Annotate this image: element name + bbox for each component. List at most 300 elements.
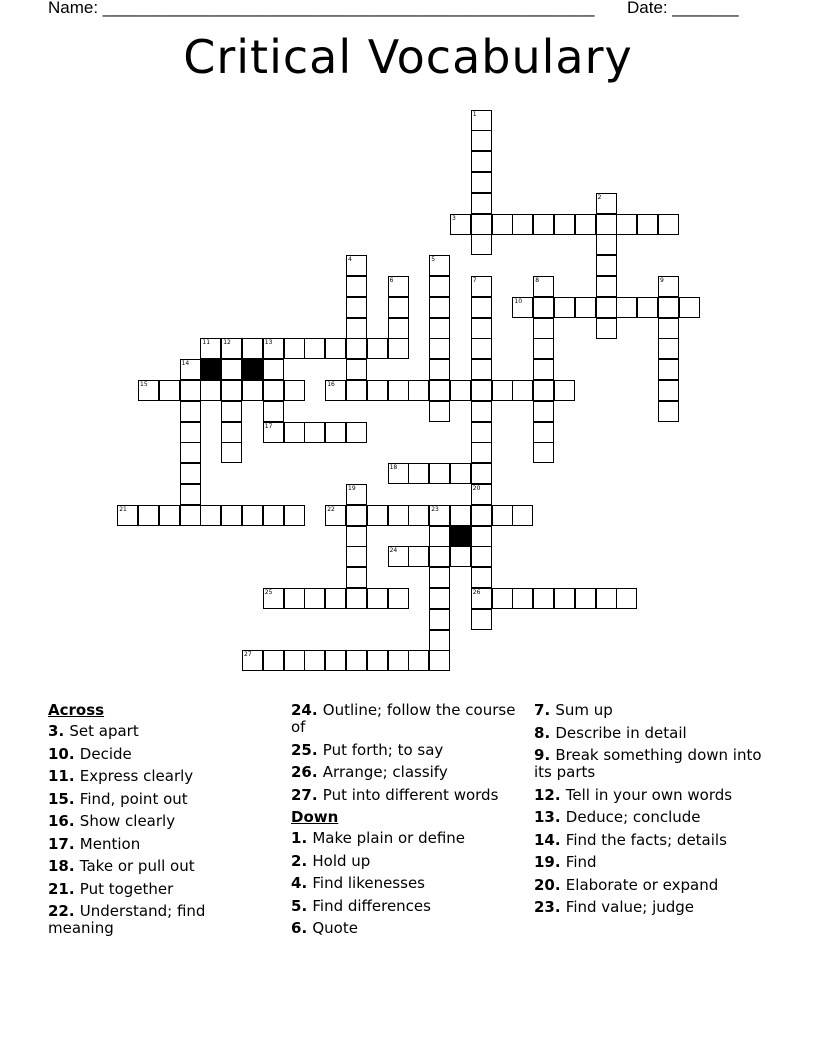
clue-number: 7 [472,276,477,284]
grid-cell[interactable] [221,338,242,359]
grid-cell[interactable] [575,297,596,318]
grid-cell[interactable] [658,338,679,359]
grid-cell[interactable] [408,546,429,567]
across-heading: Across [48,701,105,719]
grid-cell[interactable] [180,359,201,380]
clue-text: Sum up [555,701,613,719]
grid-cell[interactable] [263,422,284,443]
clue-text: Find [565,853,597,871]
grid-cell[interactable] [346,546,367,567]
grid-cell[interactable] [637,214,658,235]
clue-text: Break something down into its parts [534,746,762,781]
grid-cell[interactable] [429,318,450,339]
grid-cell[interactable] [304,650,325,671]
clue-number: 27 [244,651,252,659]
clue-num: 1 [291,829,302,847]
across-clue: 27. Put into different words [291,785,499,804]
clue-text: Elaborate or expand [565,875,719,894]
clue-text: Arrange; classify [322,763,448,781]
grid-cell[interactable] [471,401,492,422]
grid-cell[interactable] [471,297,492,318]
grid-cell[interactable] [450,380,471,401]
name-line: Name: ____________________________________________________ [48,0,595,17]
grid-cell[interactable] [616,297,637,318]
grid-cell[interactable] [180,422,201,443]
across-clue: 26. Arrange; classify [291,763,448,781]
clue-text: Put together [79,879,174,898]
clue-text: Set apart [69,722,139,740]
grid-cell[interactable] [180,463,201,484]
clue-num: 22 [48,902,69,920]
grid-cell[interactable] [471,193,492,214]
grid-cell[interactable] [221,422,242,443]
grid-cell[interactable] [450,505,471,526]
clue-text: Find the facts; details [565,830,727,849]
grid-cell[interactable] [658,401,679,422]
grid-cell[interactable] [429,255,450,276]
grid-cell[interactable] [388,380,409,401]
grid-cell[interactable] [263,505,284,526]
clue-num: 11 [48,767,69,785]
grid-cell[interactable] [367,505,388,526]
grid-cell[interactable] [221,359,242,380]
grid-cell[interactable] [284,338,305,359]
clue-text: Take or pull out [79,857,195,875]
down-clue: 7. Sum up [534,701,613,719]
grid-cell[interactable] [658,276,679,297]
clue-number: 10 [514,297,523,305]
clue-num: 7 [534,701,545,719]
grid-cell[interactable] [471,234,492,255]
down-clue: 5. Find differences [291,896,431,915]
grid-cell[interactable] [367,650,388,671]
clue-number: 1 [472,110,477,118]
clue-num: 16 [48,812,69,830]
clue-text: Mention [79,834,141,853]
grid-cell[interactable] [325,380,346,401]
grid-cell[interactable] [221,505,242,526]
clue-num: 24 [291,701,312,719]
grid-cell[interactable] [429,546,450,567]
grid-cell[interactable] [408,380,429,401]
clue-text: Quote [312,919,358,937]
grid-cell[interactable] [263,588,284,609]
clue-text: Outline; follow the course of [291,701,516,736]
clue-num: 8 [534,723,545,742]
clue-text: Describe in detail [555,723,687,742]
grid-cell[interactable] [471,463,492,484]
grid-cell[interactable] [346,588,367,609]
grid-cell[interactable] [596,234,617,255]
clue-num: 13 [534,808,555,826]
grid-cell[interactable] [596,276,617,297]
grid-cell[interactable] [304,588,325,609]
grid-cell[interactable] [346,422,367,443]
black-cell [200,359,221,380]
grid-cell[interactable] [512,588,533,609]
grid-cell[interactable] [180,380,201,401]
clue-text: Deduce; conclude [565,808,701,826]
grid-cell[interactable] [388,505,409,526]
down-clue: 9. Break something down into its parts [534,746,762,781]
grid-cell[interactable] [492,380,513,401]
clue-number: 26 [472,588,481,596]
grid-cell[interactable] [533,214,554,235]
grid-cell[interactable] [388,588,409,609]
clue-number: 3 [452,214,456,222]
grid-cell[interactable] [450,463,471,484]
across-clue: 17. Mention [48,834,141,853]
clue-num: 26 [291,763,312,781]
grid-cell[interactable] [554,380,575,401]
clue-num: 17 [48,834,69,853]
across-clue: 22. Understand; find meaning [48,902,206,937]
grid-cell[interactable] [492,214,513,235]
grid-cell[interactable] [471,359,492,380]
grid-cell[interactable] [346,650,367,671]
grid-cell[interactable] [346,276,367,297]
down-clue: 23. Find value; judge [534,898,695,916]
grid-cell[interactable] [388,546,409,567]
grid-cell[interactable] [596,255,617,276]
grid-cell[interactable] [429,630,450,651]
clue-number: 15 [140,380,148,388]
grid-cell[interactable] [658,214,679,235]
clue-number: 17 [264,422,273,430]
grid-cell[interactable] [450,214,471,235]
down-clue: 13. Deduce; conclude [534,808,701,826]
clue-num: 10 [48,744,69,763]
grid-cell[interactable] [346,380,367,401]
grid-cell[interactable] [575,588,596,609]
grid-cell[interactable] [471,380,492,401]
grid-cell[interactable] [346,526,367,547]
grid-cell[interactable] [180,505,201,526]
down-heading: Down [291,808,339,826]
clue-text: Make plain or define [312,829,466,847]
grid-cell[interactable] [554,214,575,235]
grid-cell[interactable] [200,338,221,359]
grid-cell[interactable] [471,546,492,567]
grid-cell[interactable] [471,338,492,359]
grid-cell[interactable] [180,484,201,505]
grid-cell[interactable] [325,422,346,443]
grid-cell[interactable] [367,380,388,401]
grid-cell[interactable] [429,588,450,609]
grid-cell[interactable] [533,297,554,318]
down-clue: 20. Elaborate or expand [534,875,719,894]
down-clue: 14. Find the facts; details [534,830,727,849]
grid-cell[interactable] [388,463,409,484]
grid-cell[interactable] [471,609,492,630]
across-clue: 18. Take or pull out [48,857,195,875]
clue-text: Tell in your own words [565,785,733,804]
clue-number: 20 [472,484,481,492]
grid-cell[interactable] [471,276,492,297]
grid-cell[interactable] [242,338,263,359]
clue-text: Find differences [312,896,431,915]
grid-cell[interactable] [429,650,450,671]
across-clue: 11. Express clearly [48,767,194,785]
grid-cell[interactable] [429,380,450,401]
down-clue: 2. Hold up [291,851,371,870]
clue-text: Understand; find meaning [48,902,206,937]
clue-num: 14 [534,830,555,849]
clue-text: Express clearly [79,767,194,785]
grid-cell[interactable] [429,609,450,630]
clue-number: 9 [660,276,664,284]
grid-cell[interactable] [554,588,575,609]
grid-cell[interactable] [429,401,450,422]
grid-cell[interactable] [346,255,367,276]
grid-cell[interactable] [471,588,492,609]
grid-cell[interactable] [263,401,284,422]
down-clue: 12. Tell in your own words [534,785,733,804]
grid-cell[interactable] [471,526,492,547]
black-cell [450,526,471,547]
grid-cell[interactable] [512,214,533,235]
down-clue: 19. Find [534,853,597,871]
clue-number: 24 [389,547,398,555]
grid-cell[interactable] [492,505,513,526]
clue-text: Decide [79,744,132,763]
grid-cell[interactable] [512,380,533,401]
across-clue: 10. Decide [48,744,132,763]
clue-number: 21 [119,505,127,513]
grid-cell[interactable] [658,380,679,401]
clue-text: Put forth; to say [322,740,444,759]
grid-cell[interactable] [221,380,242,401]
grid-cell[interactable] [429,297,450,318]
grid-cell[interactable] [429,276,450,297]
clue-text: Find, point out [79,789,188,808]
grid-cell[interactable] [408,463,429,484]
grid-cell[interactable] [471,422,492,443]
grid-cell[interactable] [658,297,679,318]
grid-cell[interactable] [346,338,367,359]
grid-cell[interactable] [263,359,284,380]
grid-cell[interactable] [325,505,346,526]
grid-cell[interactable] [138,505,159,526]
grid-cell[interactable] [616,588,637,609]
across-clue: 24. Outline; follow the course of [291,701,516,736]
grid-cell[interactable] [200,380,221,401]
clue-number: 18 [389,464,398,472]
grid-cell[interactable] [471,110,492,131]
grid-cell[interactable] [159,380,180,401]
grid-cell[interactable] [616,214,637,235]
clue-num: 9 [534,746,545,764]
clue-number: 14 [181,360,190,368]
clue-number: 8 [535,276,540,284]
page-title: Critical Vocabulary [183,30,633,84]
grid-cell[interactable] [242,505,263,526]
grid-cell[interactable] [533,380,554,401]
clue-num: 5 [291,896,302,915]
clue-num: 23 [534,898,555,916]
down-clue: 6. Quote [291,919,358,937]
grid-cell[interactable] [284,380,305,401]
grid-cell[interactable] [596,193,617,214]
grid-cell[interactable] [429,463,450,484]
clue-column-3 [534,702,774,922]
clue-number: 11 [202,339,211,347]
grid-cell[interactable] [554,297,575,318]
grid-cell[interactable] [471,484,492,505]
grid-cell[interactable] [596,214,617,235]
grid-cell[interactable] [533,338,554,359]
grid-cell[interactable] [346,505,367,526]
clue-number: 16 [327,380,335,388]
clue-num: 6 [291,919,302,937]
grid-cell[interactable] [284,588,305,609]
across-clue: 16. Show clearly [48,812,176,830]
across-clue: 15. Find, point out [48,789,188,808]
grid-cell[interactable] [263,338,284,359]
grid-cell[interactable] [117,505,138,526]
grid-cell[interactable] [492,588,513,609]
grid-cell[interactable] [263,380,284,401]
grid-cell[interactable] [658,318,679,339]
grid-cell[interactable] [304,338,325,359]
clue-column-1 [48,702,268,943]
grid-cell[interactable] [679,297,700,318]
grid-cell[interactable] [138,380,159,401]
clue-num: 27 [291,785,312,804]
grid-cell[interactable] [429,526,450,547]
grid-cell[interactable] [512,505,533,526]
grid-cell[interactable] [408,650,429,671]
grid-cell[interactable] [388,318,409,339]
clue-number: 23 [431,505,439,513]
grid-cell[interactable] [533,401,554,422]
clue-number: 25 [264,588,273,596]
clue-number: 6 [389,276,394,284]
clue-text: Show clearly [79,812,176,830]
across-clue: 21. Put together [48,879,174,898]
grid-cell[interactable] [429,567,450,588]
grid-cell[interactable] [533,442,554,463]
grid-cell[interactable] [471,318,492,339]
clue-text: Put into different words [322,785,499,804]
grid-cell[interactable] [596,318,617,339]
grid-cell[interactable] [575,214,596,235]
grid-cell[interactable] [408,505,429,526]
grid-cell[interactable] [471,442,492,463]
grid-cell[interactable] [388,276,409,297]
grid-cell[interactable] [471,172,492,193]
grid-cell[interactable] [325,650,346,671]
grid-cell[interactable] [388,650,409,671]
across-clue: 3. Set apart [48,722,139,740]
clue-num: 21 [48,879,69,898]
grid-cell[interactable] [346,359,367,380]
grid-cell[interactable] [242,380,263,401]
grid-cell[interactable] [367,338,388,359]
down-clue: 1. Make plain or define [291,829,466,847]
grid-cell[interactable] [180,401,201,422]
clue-text: Find likenesses [312,874,425,892]
grid-cell[interactable] [471,567,492,588]
grid-cell[interactable] [200,505,221,526]
grid-cell[interactable] [388,297,409,318]
clue-number: 4 [348,256,352,264]
clue-text: Hold up [312,851,371,870]
grid-cell[interactable] [429,338,450,359]
grid-cell[interactable] [284,505,305,526]
clue-number: 19 [348,484,356,492]
grid-cell[interactable] [471,130,492,151]
down-clue: 4. Find likenesses [291,874,425,892]
clue-num: 25 [291,740,312,759]
grid-cell[interactable] [429,505,450,526]
clue-num: 12 [534,785,555,804]
grid-cell[interactable] [367,588,388,609]
clue-num: 4 [291,874,302,892]
grid-cell[interactable] [388,338,409,359]
clue-number: 5 [431,256,436,264]
clue-num: 2 [291,851,302,870]
grid-cell[interactable] [346,484,367,505]
grid-cell[interactable] [284,422,305,443]
grid-cell[interactable] [242,650,263,671]
grid-cell[interactable] [596,297,617,318]
across-clue: 25. Put forth; to say [291,740,444,759]
clue-number: 12 [223,339,231,347]
grid-cell[interactable] [471,214,492,235]
grid-cell[interactable] [325,588,346,609]
clue-number: 2 [597,193,602,201]
grid-cell[interactable] [346,567,367,588]
clue-column-2 [291,702,516,943]
grid-cell[interactable] [284,650,305,671]
grid-cell[interactable] [159,505,180,526]
grid-cell[interactable] [471,151,492,172]
grid-cell[interactable] [596,588,617,609]
clue-num: 18 [48,857,69,875]
clue-num: 20 [534,875,555,894]
grid-cell[interactable] [533,276,554,297]
grid-cell[interactable] [637,297,658,318]
clue-num: 19 [534,853,555,871]
clue-number: 13 [264,339,273,347]
grid-cell[interactable] [533,422,554,443]
grid-cell[interactable] [512,297,533,318]
grid-cell[interactable] [221,442,242,463]
grid-cell[interactable] [180,442,201,463]
grid-cell[interactable] [533,588,554,609]
clue-num: 3 [48,722,59,740]
grid-cell[interactable] [533,318,554,339]
grid-cell[interactable] [429,359,450,380]
grid-cell[interactable] [450,546,471,567]
grid-cell[interactable] [658,359,679,380]
grid-cell[interactable] [533,359,554,380]
grid-cell[interactable] [471,505,492,526]
grid-cell[interactable] [325,338,346,359]
clue-text: Find value; judge [565,898,695,916]
date-line: Date: _______ [627,0,739,17]
clue-num: 15 [48,789,69,808]
black-cell [242,359,263,380]
grid-cell[interactable] [221,401,242,422]
grid-cell[interactable] [346,318,367,339]
clue-number: 22 [327,505,335,513]
down-clue: 8. Describe in detail [534,723,687,742]
grid-cell[interactable] [263,650,284,671]
grid-cell[interactable] [346,297,367,318]
grid-cell[interactable] [304,422,325,443]
